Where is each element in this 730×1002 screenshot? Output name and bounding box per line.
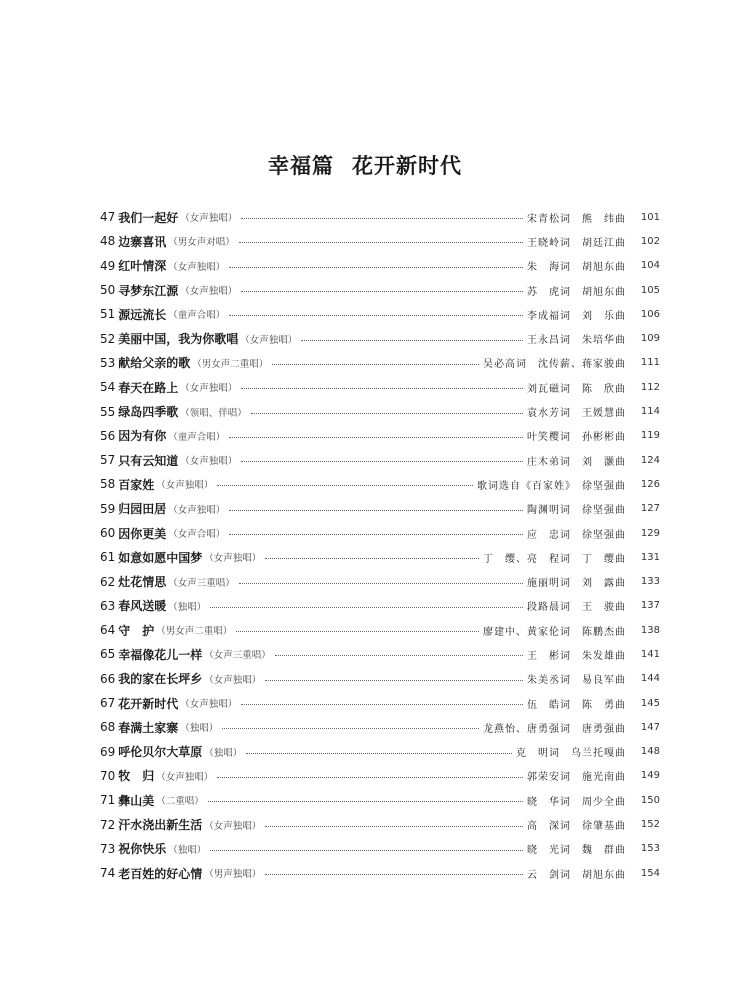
section-title-part: 幸福篇 — [268, 154, 334, 178]
song-title: 祝你快乐 — [118, 842, 167, 857]
page-number: 101 — [640, 211, 660, 223]
voice-type: （女声独唱） — [204, 674, 262, 686]
voice-type: （女声独唱） — [180, 286, 238, 298]
song-credits: 晓 光词 魏 群曲 — [527, 845, 626, 857]
table-of-contents — [100, 205, 660, 885]
song-title: 献给父亲的歌 — [118, 356, 191, 371]
song-credits: 王永昌词 朱培华曲 — [527, 335, 626, 347]
song-credits: 吴必高词 沈传薪、蒋家骏曲 — [483, 359, 626, 371]
song-title: 边寨喜讯 — [118, 234, 167, 249]
voice-type: （女声独唱） — [156, 771, 214, 783]
song-credits: 宋青松词 熊 纬曲 — [527, 213, 626, 225]
entry-number: 59 — [100, 501, 116, 516]
toc-entry[interactable] — [100, 861, 660, 885]
toc-entry[interactable] — [100, 667, 660, 691]
song-credits: 王 彬词 朱发雄曲 — [527, 650, 626, 662]
entry-number: 63 — [100, 598, 116, 613]
voice-type: （独唱） — [168, 601, 207, 613]
voice-type: （童声合唱） — [168, 310, 226, 322]
entry-number: 53 — [100, 355, 116, 370]
entry-number: 52 — [100, 331, 116, 346]
toc-entry[interactable] — [100, 229, 660, 253]
song-title: 百家姓 — [118, 477, 155, 492]
song-credits: 段路晨词 王 骏曲 — [527, 602, 626, 614]
page-number: 112 — [640, 381, 660, 393]
page-number: 144 — [640, 673, 660, 685]
toc-entry[interactable] — [100, 837, 660, 861]
song-credits: 伍 皓词 陈 勇曲 — [527, 699, 626, 711]
page-number: 129 — [640, 527, 660, 539]
song-credits: 王晓岭词 胡廷江曲 — [527, 237, 626, 249]
song-credits: 晓 华词 周少全曲 — [527, 796, 626, 808]
toc-entry[interactable] — [100, 278, 660, 302]
song-credits: 高 深词 徐肇基曲 — [527, 821, 626, 833]
voice-type: （女声独唱） — [240, 334, 298, 346]
song-credits: 朱美丞词 易良军曲 — [527, 675, 626, 687]
toc-entry[interactable] — [100, 618, 660, 642]
page-number: 114 — [640, 406, 660, 418]
song-title: 老百姓的好心情 — [118, 866, 203, 881]
page-number: 141 — [640, 648, 660, 660]
page-number: 153 — [640, 843, 660, 855]
dot-leader — [217, 484, 473, 486]
entry-number: 70 — [100, 768, 116, 783]
entry-number: 64 — [100, 623, 116, 638]
song-title: 如意如愿中国梦 — [118, 550, 203, 565]
page-number: 109 — [640, 333, 660, 345]
dot-leader — [229, 533, 523, 535]
song-title: 我的家在长坪乡 — [118, 672, 203, 687]
toc-entry[interactable] — [100, 448, 660, 472]
song-credits: 刘瓦磁词 陈 欣曲 — [527, 383, 626, 395]
song-title: 彝山美 — [118, 793, 155, 808]
toc-entry[interactable] — [100, 594, 660, 618]
song-title: 花开新时代 — [118, 696, 179, 711]
song-credits: 应 忠词 徐坚强曲 — [527, 529, 626, 541]
dot-leader — [210, 849, 523, 851]
dot-leader — [265, 825, 523, 827]
page-number: 111 — [640, 357, 660, 369]
toc-entry[interactable] — [100, 545, 660, 569]
song-credits: 李成福词 刘 乐曲 — [527, 310, 626, 322]
entry-number: 54 — [100, 380, 116, 395]
toc-entry[interactable] — [100, 788, 660, 812]
page-number: 131 — [640, 551, 660, 563]
voice-type: （独唱） — [180, 723, 219, 735]
voice-type: （男女声二重唱） — [156, 626, 233, 638]
page-number: 106 — [640, 308, 660, 320]
entry-number: 47 — [100, 210, 116, 225]
song-credits: 郭荣安词 施光南曲 — [527, 772, 626, 784]
dot-leader — [241, 217, 523, 219]
dot-leader — [301, 339, 523, 341]
page-number: 124 — [640, 454, 660, 466]
dot-leader — [241, 460, 523, 462]
voice-type: （女声独唱） — [204, 553, 262, 565]
page-number: 137 — [640, 600, 660, 612]
dot-leader — [239, 582, 523, 584]
dot-leader — [222, 727, 479, 729]
song-credits: 龙燕怡、唐勇强词 唐勇强曲 — [483, 723, 626, 735]
song-credits: 朱 海词 胡旭东曲 — [527, 262, 626, 274]
page-number: 152 — [640, 819, 660, 831]
entry-number: 67 — [100, 696, 116, 711]
song-title: 归园田居 — [118, 502, 167, 517]
entry-number: 72 — [100, 817, 116, 832]
voice-type: （男声独唱） — [204, 869, 262, 881]
dot-leader — [265, 679, 523, 681]
dot-leader — [229, 314, 523, 316]
song-credits: 云 剑词 胡旭东曲 — [527, 869, 626, 881]
page-number: 147 — [640, 721, 660, 733]
song-title: 美丽中国，我为你歌唱 — [118, 332, 239, 347]
page-number: 150 — [640, 794, 660, 806]
song-credits: 施丽明词 刘 露曲 — [527, 578, 626, 590]
page-number: 105 — [640, 284, 660, 296]
song-credits: 克 明词 乌兰托嘎曲 — [516, 748, 626, 760]
page-number: 138 — [640, 624, 660, 636]
section-title — [0, 150, 730, 180]
dot-leader — [229, 509, 523, 511]
dot-leader — [265, 873, 523, 875]
toc-entry[interactable] — [100, 399, 660, 423]
page-number: 119 — [640, 430, 660, 442]
entry-number: 50 — [100, 283, 116, 298]
dot-leader — [275, 654, 523, 656]
page-number: 102 — [640, 235, 660, 247]
song-title: 我们一起好 — [118, 210, 179, 225]
dot-leader — [272, 363, 479, 365]
song-credits: 叶笑樱词 孙彬彬曲 — [527, 432, 626, 444]
dot-leader — [229, 266, 523, 268]
page-number: 154 — [640, 867, 660, 879]
toc-entry[interactable] — [100, 521, 660, 545]
toc-entry[interactable] — [100, 326, 660, 350]
dot-leader — [217, 776, 523, 778]
entry-number: 68 — [100, 720, 116, 735]
dot-leader — [241, 387, 523, 389]
entry-number: 57 — [100, 453, 116, 468]
toc-entry[interactable] — [100, 302, 660, 326]
song-credits: 歌词选自《百家姓》 徐坚强曲 — [477, 480, 626, 492]
voice-type: （女声三重唱） — [204, 650, 271, 662]
page-number: 133 — [640, 576, 660, 588]
entry-number: 66 — [100, 671, 116, 686]
toc-entry[interactable] — [100, 254, 660, 278]
voice-type: （女声独唱） — [180, 456, 238, 468]
dot-leader — [241, 703, 523, 705]
song-credits: 陶渊明词 徐坚强曲 — [527, 505, 626, 517]
dot-leader — [265, 557, 479, 559]
toc-entry[interactable] — [100, 569, 660, 593]
dot-leader — [246, 752, 512, 754]
dot-leader — [210, 606, 523, 608]
dot-leader — [239, 241, 523, 243]
entry-number: 60 — [100, 526, 116, 540]
song-title: 汗水浇出新生活 — [118, 818, 203, 833]
voice-type: （女声独唱） — [168, 261, 226, 273]
dot-leader — [229, 436, 523, 438]
page-number: 126 — [640, 478, 660, 490]
voice-type: （女声独唱） — [180, 213, 238, 225]
voice-type: （女声独唱） — [180, 699, 238, 711]
dot-leader — [251, 412, 523, 414]
voice-type: （男女声对唱） — [168, 237, 235, 249]
voice-type: （男女声二重唱） — [192, 358, 269, 370]
entry-number: 56 — [100, 428, 116, 443]
song-title: 绿岛四季歌 — [118, 405, 179, 420]
toc-entry[interactable] — [100, 472, 660, 496]
song-credits: 苏 虎词 胡旭东曲 — [527, 286, 626, 298]
entry-number: 74 — [100, 866, 116, 881]
entry-number: 51 — [100, 307, 116, 322]
toc-entry[interactable] — [100, 424, 660, 448]
page-number: 127 — [640, 503, 660, 515]
song-credits: 丁 缨、亮 程词 丁 缨曲 — [483, 553, 626, 565]
voice-type: （领唱、伴唱） — [180, 407, 247, 419]
page-number: 148 — [640, 746, 660, 758]
voice-type: （女声独唱） — [180, 383, 238, 395]
voice-type: （童声合唱） — [168, 431, 226, 443]
toc-entry[interactable] — [100, 642, 660, 666]
song-title: 春天在路上 — [118, 380, 179, 395]
voice-type: （二重唱） — [156, 796, 204, 808]
song-title: 红叶情深 — [118, 259, 167, 274]
song-title: 守 护 — [118, 623, 155, 638]
voice-type: （独唱） — [168, 844, 207, 856]
song-title: 只有云知道 — [118, 453, 179, 468]
song-title: 春满土家寨 — [118, 720, 179, 735]
voice-type: （女声独唱） — [204, 820, 262, 832]
song-title: 灶花情思 — [118, 575, 167, 590]
section-subtitle: 花开新时代 — [352, 154, 462, 178]
song-title: 牧 归 — [118, 769, 155, 784]
voice-type: （女声独唱） — [156, 480, 214, 492]
dot-leader — [241, 290, 523, 292]
entry-number: 55 — [100, 404, 116, 419]
page-number: 104 — [640, 260, 660, 272]
song-title: 因你更美 — [118, 526, 167, 541]
toc-entry[interactable] — [100, 351, 660, 375]
toc-entry[interactable] — [100, 715, 660, 739]
song-title: 幸福像花儿一样 — [118, 647, 203, 662]
entry-number: 73 — [100, 841, 116, 856]
voice-type: （女声独唱） — [168, 504, 226, 516]
toc-entry[interactable] — [100, 205, 660, 229]
song-title: 春风送暖 — [118, 599, 167, 614]
dot-leader — [236, 630, 479, 632]
song-title: 寻梦东江源 — [118, 283, 179, 298]
entry-number: 48 — [100, 234, 116, 249]
toc-entry[interactable] — [100, 375, 660, 399]
voice-type: （独唱） — [204, 747, 243, 759]
toc-entry[interactable] — [100, 740, 660, 764]
toc-entry[interactable] — [100, 812, 660, 836]
entry-number: 69 — [100, 744, 116, 759]
voice-type: （女声三重唱） — [168, 577, 235, 589]
song-credits: 庄木弟词 刘 灏曲 — [527, 456, 626, 468]
entry-number: 61 — [100, 550, 116, 565]
toc-entry[interactable] — [100, 691, 660, 715]
entry-number: 65 — [100, 647, 116, 662]
toc-entry[interactable] — [100, 764, 660, 788]
song-title: 因为有你 — [118, 429, 167, 444]
entry-number: 62 — [100, 574, 116, 589]
dot-leader — [208, 800, 523, 802]
page-number: 145 — [640, 697, 660, 709]
song-title: 呼伦贝尔大草原 — [118, 745, 203, 760]
entry-number: 58 — [100, 477, 116, 492]
song-credits: 袁水芳词 王媛慧曲 — [527, 408, 626, 420]
song-credits: 廖建中、黄家伦词 陈鹏杰曲 — [483, 626, 626, 638]
page-number: 149 — [640, 770, 660, 782]
entry-number: 71 — [100, 793, 116, 808]
voice-type: （女声合唱） — [168, 529, 226, 540]
toc-entry[interactable] — [100, 497, 660, 521]
entry-number: 49 — [100, 258, 116, 273]
song-title: 源远流长 — [118, 307, 167, 322]
